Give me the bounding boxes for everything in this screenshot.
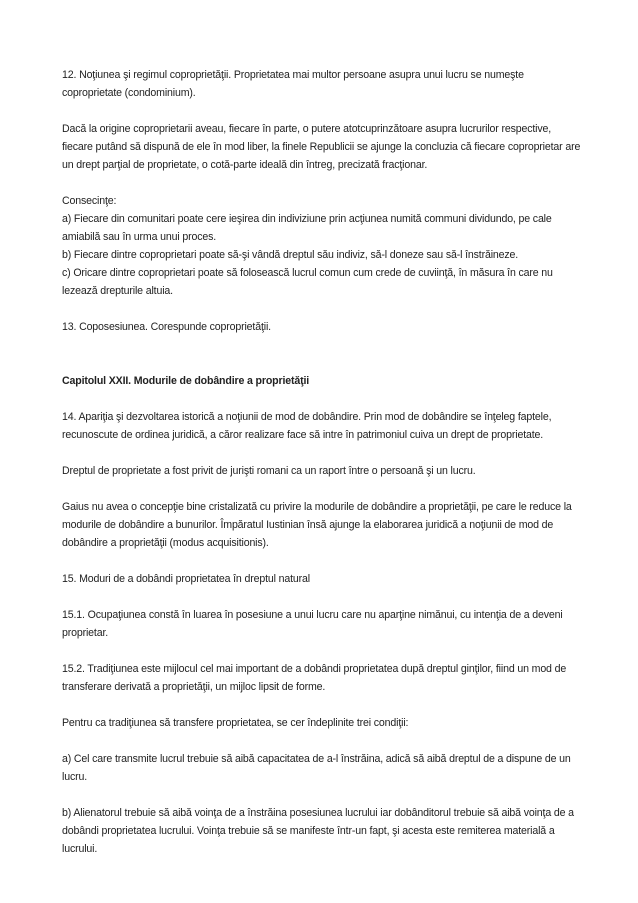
- paragraph-conditie-b: b) Alienatorul trebuie să aibă voinţa de a înstrăina posesiunea lucrului iar dobânditorul trebuie să aibă voinţa de a dobândi proprietatea lucrului. Voinţa trebuie să se manifeste într-un fapt, şi acesta este remiterea materială a lucrului.: [62, 807, 574, 855]
- paragraph-pentru: Pentru ca tradiţiunea să transfere proprietatea, se cer îndeplinite trei condiţii:: [62, 717, 409, 729]
- paragraph-15-1: 15.1. Ocupaţiunea constă în luarea în posesiune a unui lucru care nu aparţine nimănui, cu intenţia de a deveni proprietar.: [62, 609, 563, 639]
- paragraph-13: 13. Coposesiunea. Corespunde coproprietăţii.: [62, 321, 271, 333]
- paragraph-15-2: 15.2. Tradiţiunea este mijlocul cel mai important de a dobândi proprietatea după dreptul ginţilor, fiind un mod de transferare derivată a proprietăţii, un mijloc lipsit de forme.: [62, 663, 567, 693]
- paragraph-14: 14. Apariţia şi dezvoltarea istorică a noţiunii de mod de dobândire. Prin mod de dobândire se înţeleg faptele, recunoscute de ordinea juridică, a căror realizare face să intre în patrimoniul cuiva un drept de proprietate.: [62, 411, 552, 441]
- paragraph-consecinte-c: c) Oricare dintre coproprietari poate să folosească lucrul comun cum crede de cuviinţă, în măsura în care nu lezează drepturile altuia.: [62, 267, 553, 297]
- paragraph-consecinte-b: b) Fiecare dintre coproprietari poate să-şi vândă dreptul său indiviz, să-l doneze sau să-l înstrăineze.: [62, 249, 519, 261]
- paragraph-15: 15. Moduri de a dobândi proprietatea în dreptul natural: [62, 573, 310, 585]
- paragraph-conditie-a: a) Cel care transmite lucrul trebuie să aibă capacitatea de a-l înstrăina, adică să aibă dreptul de a dispune de un lucru.: [62, 753, 571, 783]
- paragraph-origine: Dacă la origine coproprietarii aveau, fiecare în parte, o putere atotcuprinzătoare asupra lucrurilor respective, fiecare putând să dispună de ele în mod liber, la finele Republicii se ajunge la concluzia că fiecare coproprietar are un drept parţial de proprietate, o cotă-parte ideală din întreg, precizată fracţionar.: [62, 123, 581, 171]
- paragraph-consecinte: Consecinţe:: [62, 195, 117, 207]
- paragraph-consecinte-a: a) Fiecare din comunitari poate cere ieşirea din indiviziune prin acţiunea numită communi dividundo, pe cale amiabilă sau în urma unui proces.: [62, 213, 552, 243]
- paragraph-12: 12. Noţiunea şi regimul coproprietăţii. Proprietatea mai multor persoane asupra unui lucru se numeşte coproprietate (condominium).: [62, 69, 524, 99]
- paragraph-drept: Dreptul de proprietate a fost privit de jurişti romani ca un raport între o persoană şi un lucru.: [62, 465, 476, 477]
- paragraph-gaius: Gaius nu avea o concepţie bine cristalizată cu privire la modurile de dobândire a proprietăţii, pe care le reduce la modurile de dobândire a bunurilor. Împăratul Iustinian însă ajunge la elaborarea juridică a noţiunii de mod de dobândire a proprietăţii (modus acquisitionis).: [62, 501, 572, 549]
- document-page: [62, 66, 582, 858]
- chapter-heading: Capitolul XXII. Modurile de dobândire a proprietăţii: [62, 375, 310, 387]
